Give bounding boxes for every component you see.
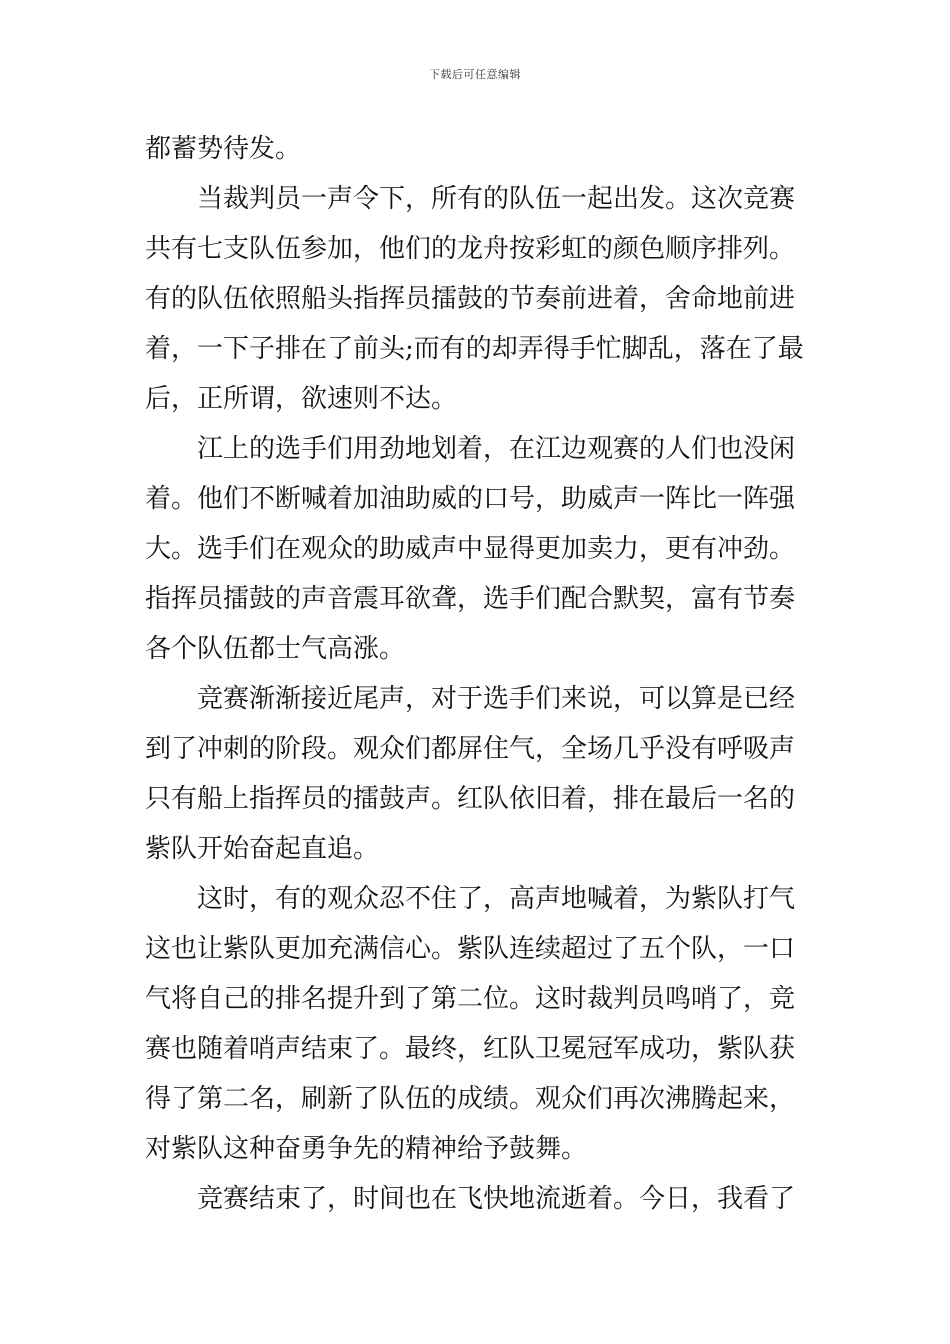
text-line: 赛也随着哨声结束了。最终，红队卫冕冠军成功，紫队获 [145,1034,796,1064]
text-line: 只有船上指挥员的擂鼓声。红队依旧着，排在最后一名的 [145,784,796,814]
text-line: 对紫队这种奋勇争先的精神给予鼓舞。 [145,1134,588,1164]
paragraph-first-line: 当裁判员一声令下，所有的队伍一起出发。这次竞赛 [197,184,796,214]
text-line: 这也让紫队更加充满信心。紫队连续超过了五个队，一口 [145,934,796,964]
text-line: 都蓄势待发。 [145,134,302,164]
paragraph-first-line: 竞赛渐渐接近尾声，对于选手们来说，可以算是已经 [197,684,796,714]
text-line: 着，一下子排在了前头;而有的却弄得手忙脚乱，落在了最 [145,334,804,364]
text-line: 得了第二名，刷新了队伍的成绩。观众们再次沸腾起来， [145,1084,796,1114]
text-line: 各个队伍都士气高涨。 [145,634,406,664]
text-line: 着。他们不断喊着加油助威的口号，助威声一阵比一阵强 [145,484,796,514]
text-line: 紫队开始奋起直追。 [145,834,380,864]
text-line: 指挥员擂鼓的声音震耳欲聋，选手们配合默契，富有节奏 [145,584,796,614]
text-line: 到了冲刺的阶段。观众们都屏住气，全场几乎没有呼吸声 [145,734,796,764]
page-header: 下载后可任意编辑 [429,68,521,81]
text-line: 有的队伍依照船头指挥员擂鼓的节奏前进着，舍命地前进 [145,284,796,314]
text-line: 共有七支队伍参加，他们的龙舟按彩虹的颜色顺序排列。 [145,234,796,264]
paragraph-first-line: 江上的选手们用劲地划着，在江边观赛的人们也没闲 [197,434,796,464]
document-body [145,124,811,1224]
paragraph-first-line: 这时，有的观众忍不住了，高声地喊着，为紫队打气 [197,884,796,914]
text-line: 大。选手们在观众的助威声中显得更加卖力，更有冲劲。 [145,534,796,564]
text-line: 气将自己的排名提升到了第二位。这时裁判员鸣哨了，竞 [145,984,796,1014]
text-line: 后，正所谓，欲速则不达。 [145,384,458,414]
paragraph-first-line: 竞赛结束了，时间也在飞快地流逝着。今日，我看了 [197,1184,796,1214]
